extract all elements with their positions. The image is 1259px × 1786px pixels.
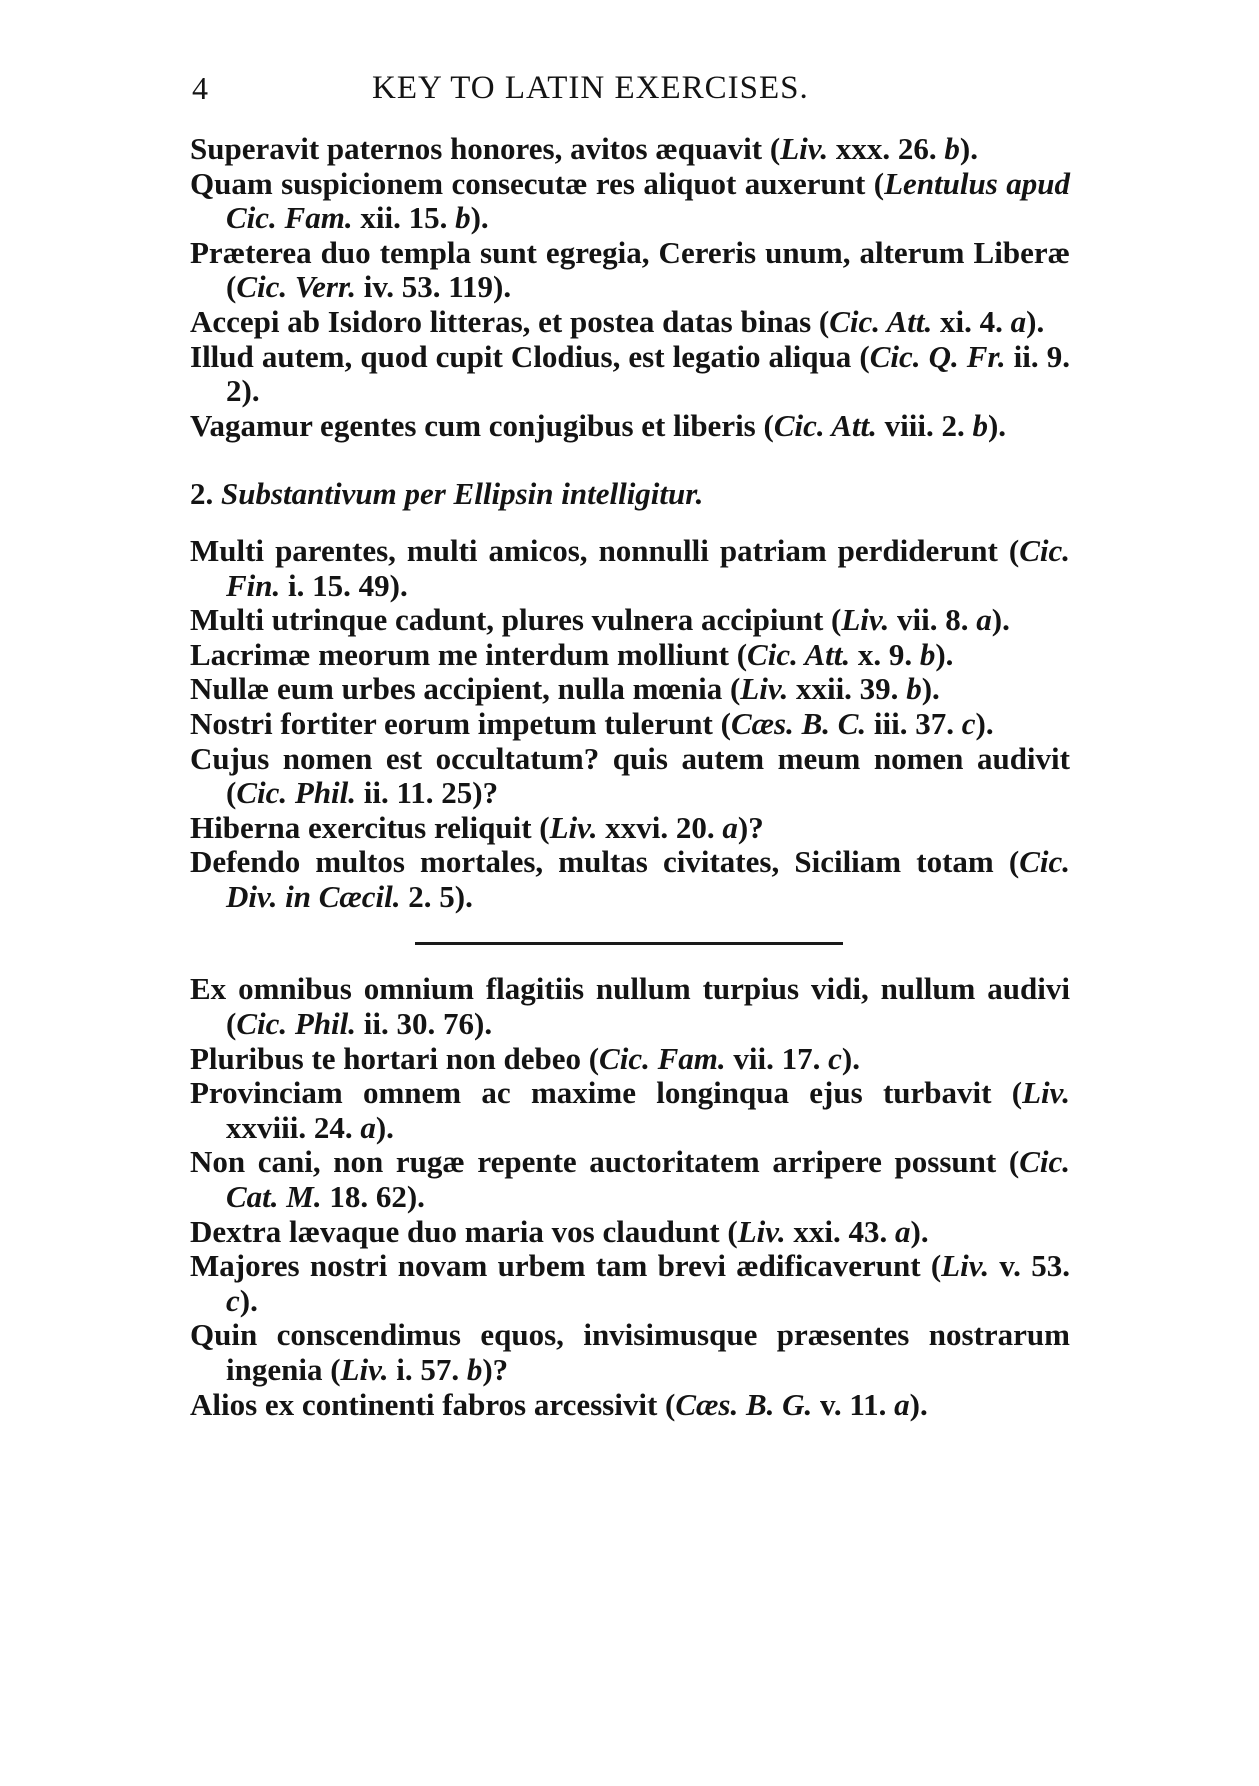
- sentence: Vagamur egentes cum conjugibus et liberis (Cic. Att. viii. 2. b).: [190, 407, 1007, 443]
- sentence: Quin conscendimus equos, invisimusque præsentes nostrarum ingenia (Liv. i. 57. b)?: [190, 1317, 1070, 1387]
- sentence: Majores nostri novam urbem tam brevi ædificaverunt (Liv. v. 53. c).: [190, 1248, 1070, 1318]
- section-heading: 2. Substantivum per Ellipsin intelligitur.: [190, 476, 704, 512]
- sentence: Nullæ eum urbes accipient, nulla mœnia (Liv. xxii. 39. b).: [190, 671, 940, 707]
- running-title: KEY TO LATIN EXERCISES.: [372, 70, 809, 106]
- sentence: Provinciam omnem ac maxime longinqua ejus turbavit (Liv. xxviii. 24. a).: [190, 1075, 1070, 1145]
- exercise-block-1: [190, 132, 1070, 443]
- sentence: Hiberna exercitus reliquit (Liv. xxvi. 20. a)?: [190, 809, 764, 845]
- sentence: Superavit paternos honores, avitos æquavit (Liv. xxx. 26. b).: [190, 131, 978, 166]
- sentence: Pluribus te hortari non debeo (Cic. Fam. vii. 17. c).: [190, 1040, 860, 1076]
- sentence: Multi utrinque cadunt, plures vulnera accipiunt (Liv. vii. 8. a).: [190, 602, 1010, 638]
- sentence: Accepi ab Isidoro litteras, et postea datas binas (Cic. Att. xi. 4. a).: [190, 303, 1045, 339]
- sentence: Ex omnibus omnium flagitiis nullum turpius vidi, nullum audivi (Cic. Phil. ii. 30. 76).: [190, 971, 1070, 1042]
- sentence: Non cani, non rugæ repente auctoritatem arripere possunt (Cic. Cat. M. 18. 62).: [190, 1144, 1070, 1215]
- sentence: Lacrimæ meorum me interdum molliunt (Cic. Att. x. 9. b).: [190, 636, 954, 672]
- running-head: [192, 66, 1072, 110]
- sentence: Præterea duo templa sunt egregia, Cereris unum, alterum Liberæ (Cic. Verr. iv. 53. 119).: [190, 234, 1070, 305]
- section-divider-rule: [415, 942, 843, 945]
- body-text: [190, 132, 1070, 1422]
- sentence: Defendo multos mortales, multas civitates, Siciliam totam (Cic. Div. in Cæcil. 2. 5).: [190, 844, 1070, 914]
- exercise-block-2: [190, 534, 1070, 915]
- sentence: Alios ex continenti fabros arcessivit (Cæs. B. G. v. 11. a).: [190, 1386, 928, 1422]
- sentence: Cujus nomen est occultatum? quis autem meum nomen audivit (Cic. Phil. ii. 11. 25)?: [190, 740, 1070, 811]
- sentence: Multi parentes, multi amicos, nonnulli patriam perdiderunt (Cic. Fin. i. 15. 49).: [190, 532, 1070, 603]
- exercise-block-3: [190, 972, 1070, 1422]
- sentence: Nostri fortiter eorum impetum tulerunt (Cæs. B. C. iii. 37. c).: [190, 705, 994, 741]
- sentence: Illud autem, quod cupit Clodius, est legatio aliqua (Cic. Q. Fr. ii. 9. 2).: [190, 338, 1070, 409]
- sentence: Dextra lævaque duo maria vos claudunt (Liv. xxi. 43. a).: [190, 1213, 929, 1249]
- page-number: 4: [192, 70, 208, 106]
- sentence: Quam suspicionem consecutæ res aliquot auxerunt (Lentulus apud Cic. Fam. xii. 15. b).: [190, 165, 1070, 236]
